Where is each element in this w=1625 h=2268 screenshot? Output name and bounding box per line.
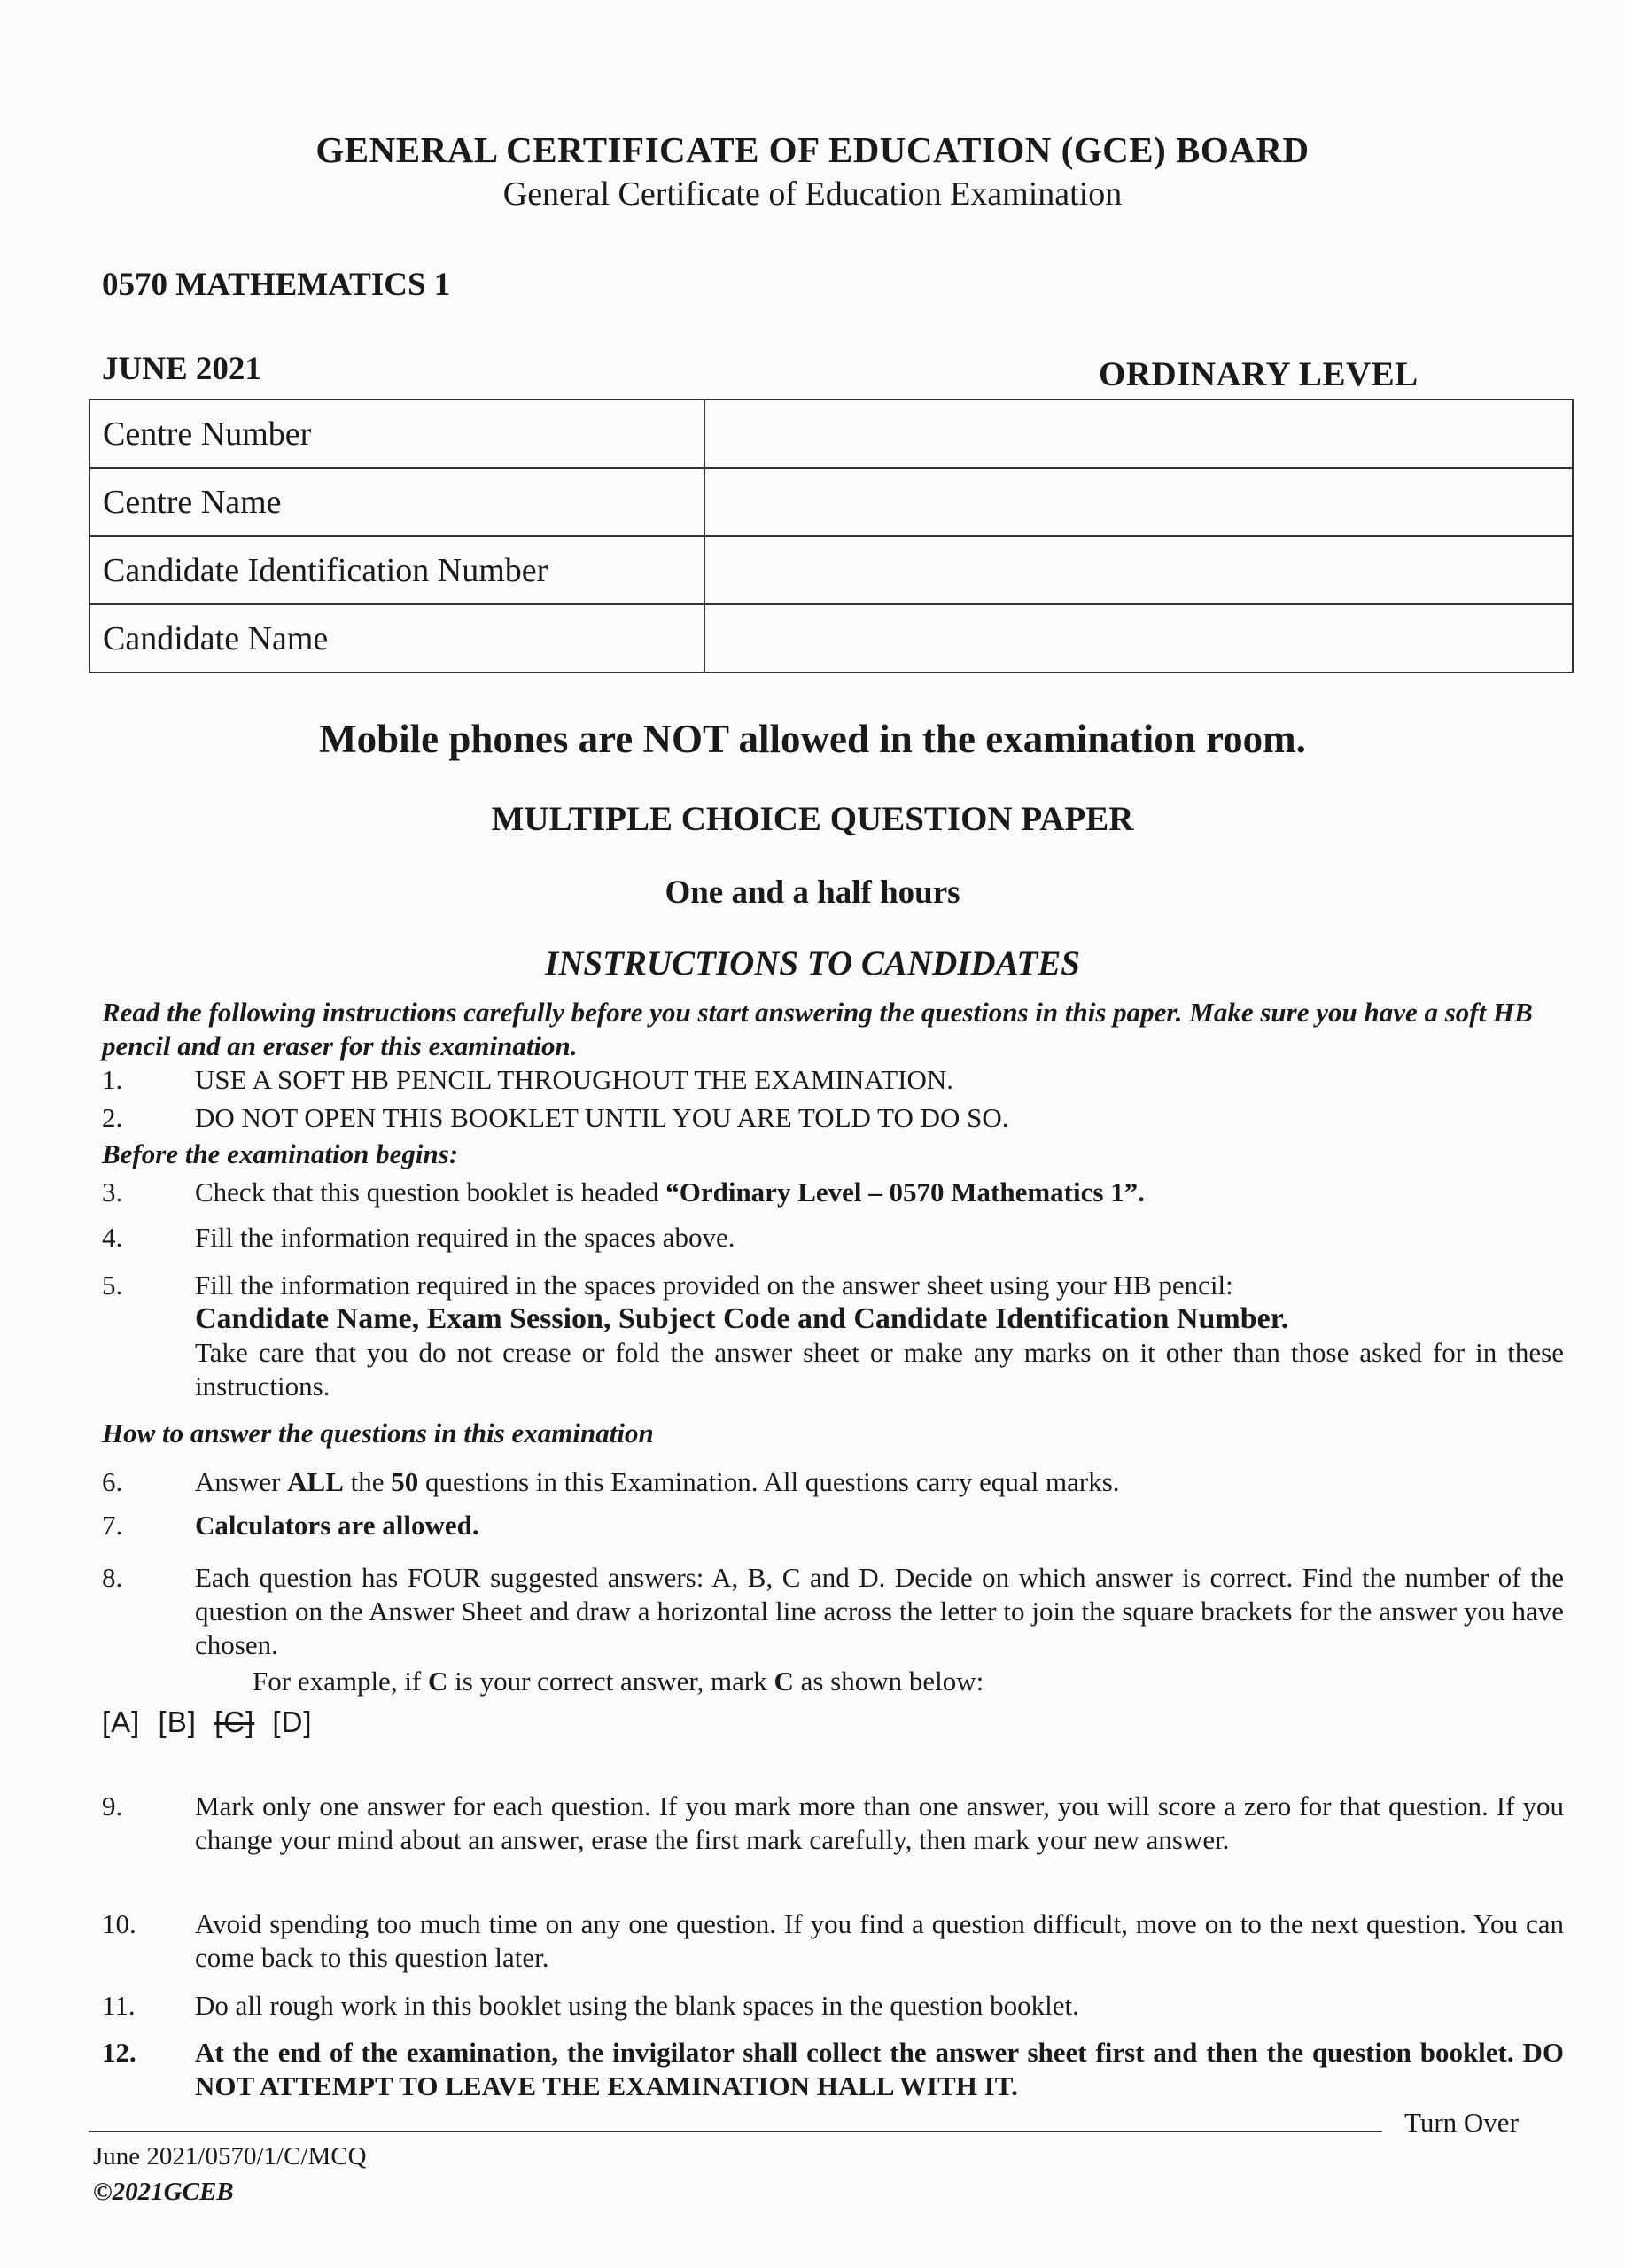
list-item [102,1176,1564,1209]
paper-type: MULTIPLE CHOICE QUESTION PAPER [491,800,1134,838]
option-a-mark: [A] [102,1705,141,1738]
turn-over-label: Turn Over [1404,2107,1519,2138]
answer-sheet-fields: Candidate Name, Exam Session, Subject Code and Candidate Identification Number. [195,1302,1289,1335]
exam-title: General Certificate of Education Examination [502,175,1123,213]
item-number: 4. [102,1222,123,1253]
exam-level: ORDINARY LEVEL [1099,355,1419,393]
mobile-phones-notice: Mobile phones are NOT allowed in the examination room. [319,717,1306,761]
list-item [102,1907,1564,1975]
item-emphasis: 50 [391,1466,419,1497]
table-row [89,468,1573,536]
item-text: Mark only one answer for each question. If you mark more than one answer, you will score a zero for that question. If you change your mind about an answer, erase the first mark carefully, then mark your new answer. [195,1790,1564,1855]
list-item [102,1561,1564,1662]
item-number: 2. [102,1102,123,1133]
table-row [89,604,1573,672]
option-c-mark-struck: [C] [214,1705,255,1738]
candidate-id-field[interactable] [704,536,1573,604]
item-number: 8. [102,1562,123,1593]
example-instruction: For example, if C is your correct answer, mark C as shown below: [253,1666,984,1697]
item-text: Take care that you do not crease or fold the answer sheet or make any marks on it other than those asked for in these instructions. [195,1337,1564,1402]
item-number: 7. [102,1510,123,1541]
list-item [102,1790,1564,1857]
item-text: the [343,1466,392,1497]
exam-date: JUNE 2021 [102,351,261,387]
item-text: questions in this Examination. All questions carry equal marks. [418,1466,1120,1497]
centre-number-label: Centre Number [89,400,704,468]
how-to-answer-heading: How to answer the questions in this examination [102,1418,654,1449]
item-emphasis: ALL [287,1466,344,1497]
item-number: 9. [102,1790,123,1821]
booklet-heading-text: “Ordinary Level – 0570 Mathematics 1”. [665,1177,1145,1208]
option-d-mark: [D] [272,1705,313,1738]
item-text: Do all rough work in this booklet using the blank spaces in the question booklet. [195,1990,1079,2021]
item-text: At the end of the examination, the invigilator shall collect the answer sheet first and then the question booklet. DO NOT ATTEMPT TO LEAVE THE EXAMINATION HALL WITH IT. [195,2037,1564,2101]
item-number: 3. [102,1177,123,1208]
item-number: 12. [102,2037,136,2068]
item-text: Calculators are allowed. [195,1510,479,1541]
option-b-mark: [B] [158,1705,197,1738]
list-item [102,1221,1564,1254]
board-title: GENERAL CERTIFICATE OF EDUCATION (GCE) BOARD [315,129,1310,170]
item-text: Answer [195,1466,288,1497]
table-row [89,536,1573,604]
list-item [102,1063,1564,1097]
candidate-name-field[interactable] [704,604,1573,672]
candidate-name-label: Candidate Name [89,604,704,672]
centre-name-label: Centre Name [89,468,704,536]
table-row [89,400,1573,468]
paper-reference-code: June 2021/0570/1/C/MCQ [93,2142,367,2171]
centre-number-field[interactable] [704,400,1573,468]
before-exam-heading: Before the examination begins: [102,1138,459,1169]
item-text: Each question has FOUR suggested answers: A, B, C and D. Decide on which answer is correct. Find the number of the question on the Answer Sheet and draw a horizontal line across the letter to join the square brackets for the answer you have chosen. [195,1562,1564,1660]
item-number: 11. [102,1990,136,2021]
item-text: Fill the information required in the spaces provided on the answer sheet using your HB pencil: [195,1270,1233,1301]
list-item [102,1465,1564,1499]
list-item [102,1101,1564,1135]
item-text: Fill the information required in the spaces above. [195,1222,735,1253]
item-text: DO NOT OPEN THIS BOOKLET UNTIL YOU ARE TOLD TO DO SO. [195,1102,1009,1133]
subject-code: 0570 MATHEMATICS 1 [102,267,451,303]
paper-duration: One and a half hours [665,874,960,911]
copyright-notice: ©2021GCEB [93,2178,234,2206]
footer-divider [89,2131,1382,2132]
item-number: 10. [102,1908,136,1939]
item-number: 6. [102,1466,123,1497]
item-text: Avoid spending too much time on any one question. If you find a question difficult, move on to the next question. You can come back to this question later. [195,1908,1564,1973]
centre-name-field[interactable] [704,468,1573,536]
candidate-info-table [89,399,1574,673]
list-item [102,1269,1564,1403]
item-number: 5. [102,1270,123,1301]
item-number: 1. [102,1064,123,1095]
item-text: Check that this question booklet is headed [195,1177,666,1208]
list-item [102,2036,1564,2103]
list-item [102,1509,1564,1542]
candidate-id-label: Candidate Identification Number [89,536,704,604]
instructions-intro: Read the following instructions carefully before you start answering the questions in this paper. Make sure you have a soft HB pencil and an eraser for this examination. [102,997,1533,1061]
example-answer-marks [102,1705,322,1739]
instructions-heading: INSTRUCTIONS TO CANDIDATES [545,944,1080,983]
list-item [102,1989,1564,2023]
item-text: USE A SOFT HB PENCIL THROUGHOUT THE EXAMINATION. [195,1064,953,1095]
